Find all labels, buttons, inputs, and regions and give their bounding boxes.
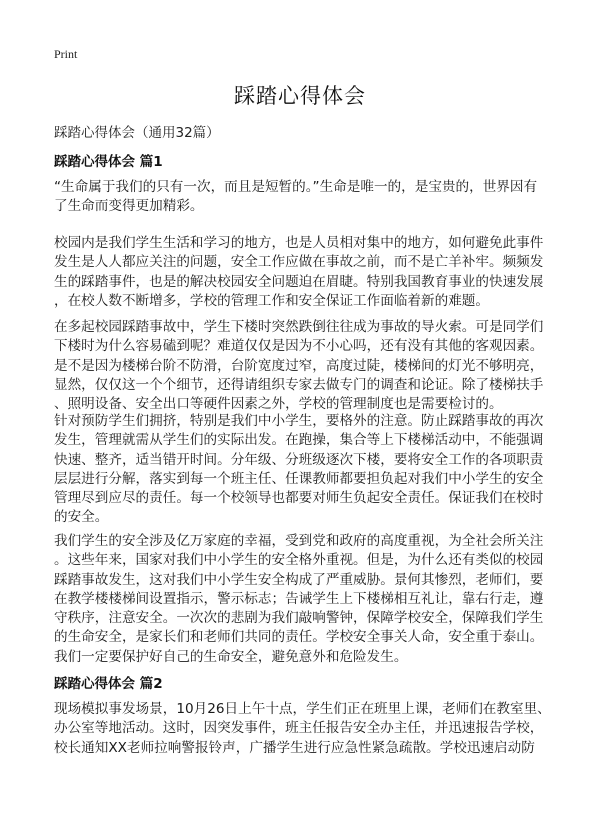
paragraph-line: 现场模拟事发场景，10月26日上午十点，学生们正在班里上课，老师们在教室里、 [54, 701, 551, 717]
paragraph-line: 是不是因为楼梯台阶不防滑，台阶宽度过窄，高度过陡，楼梯间的灯光不够明亮， [54, 357, 544, 374]
paragraph-line: 的生命安全，是家长们和老师们共同的责任。学校安全事关人命，安全重于泰山。 [54, 629, 544, 646]
paragraph-line: 在多起校园踩踏事故中，学生下楼时突然跌倒往往成为事故的导火索。可是同学们 [54, 319, 544, 335]
paragraph-line: ，在校人数不断增多，学校的管理工作和安全保证工作面临着新的难题。 [54, 292, 489, 309]
paragraph-line: 踩踏事故发生，这对我们中小学生安全构成了严重威胁。景何其惨烈，老师们，要 [54, 571, 544, 588]
document-subtitle: 踩踏心得体会（通用32篇） [54, 125, 220, 141]
paragraph-line: 在教学楼楼梯间设置指示，警示标志；告诫学生上下楼梯相互礼让，靠右行走，遵 [54, 590, 544, 607]
paragraph-line: 校园内是我们学生生活和学习的地方，也是人员相对集中的地方，如何避免此事件 [54, 235, 544, 251]
paragraph-line: 针对预防学生们拥挤，特别是我们中小学生，要格外的注意。防止踩踏事故的再次 [54, 413, 544, 429]
paragraph-line: 下楼时为什么容易磕到呢？难道仅仅是因为不小心吗，还有没有其他的客观因素。 [54, 338, 544, 355]
paragraph-1-4 [54, 412, 554, 528]
paragraph-1-3 [54, 318, 554, 414]
paragraph-1-1 [54, 178, 554, 217]
page-title: 踩踏心得体会 [234, 84, 366, 108]
paragraph-line: 的安全。 [54, 509, 109, 526]
paragraph-line: 发生是人人都应关注的问题，安全工作应做在事故之前，而不是亡羊补牢。频频发 [54, 254, 544, 271]
paragraph-line: 发生，管理就需从学生们的实际出发。在跑操，集合等上下楼梯活动中，不能强调 [54, 432, 544, 449]
paragraph-line: 快速、整齐，适当错开时间。分年级、分班级逐次下楼，要将安全工作的各项职责 [54, 451, 544, 468]
print-link[interactable]: Print [54, 47, 78, 61]
paragraph-line: 我们学生的安全涉及亿万家庭的幸福，受到党和政府的高度重视，为全社会所关注 [54, 533, 544, 549]
paragraph-line: 、照明设备、安全出口等硬件因素之外，学校的管理制度也是需要检讨的。 [54, 396, 503, 413]
paragraph-line: 显然，仅仅这一个个细节，还得请组织专家去做专门的调查和论证。除了楼梯扶手 [54, 376, 544, 393]
paragraph-line: 守秩序，注意安全。一次次的悲剧为我们敲响警钟，保障学校安全，保障我们学生 [54, 610, 544, 627]
paragraph-1-5 [54, 532, 554, 667]
paragraph-1-2 [54, 234, 554, 311]
paragraph-line: 生的踩踏事件，也是的解决校园安全问题迫在眉睫。特别我国教育事业的快速发展 [54, 273, 544, 290]
paragraph-2-1 [54, 700, 554, 758]
paragraph-line: 我们一定要保护好自己的生命安全，避免意外和危险发生。 [54, 648, 408, 665]
section-heading-2: 踩踏心得体会 篇2 [54, 676, 163, 692]
section-heading-1: 踩踏心得体会 篇1 [54, 154, 163, 170]
paragraph-line: 办公室等地活动。这时，因突发事件，班主任报告安全办主任，并迅速报告学校， [54, 720, 544, 737]
paragraph-line: 层层进行分解，落实到每一个班主任、任课教师都要担负起对我们中小学生的安全 [54, 470, 544, 487]
paragraph-line: “生命属于我们的只有一次，而且是短暂的。”生命是唯一的，是宝贵的，世界因有 [54, 179, 538, 195]
paragraph-line: 了生命而变得更加精彩。 [54, 198, 204, 215]
paragraph-line: 校长通知XX老师拉响警报铃声，广播学生进行应急性紧急疏散。学校迅速启动防 [54, 739, 535, 756]
paragraph-line: 。这些年来，国家对我们中小学生的安全格外重视。但是，为什么还有类似的校园 [54, 552, 544, 569]
paragraph-line: 管理尽到应尽的责任。每一个校领导也都要对师生负起安全责任。保证我们在校时 [54, 490, 544, 507]
